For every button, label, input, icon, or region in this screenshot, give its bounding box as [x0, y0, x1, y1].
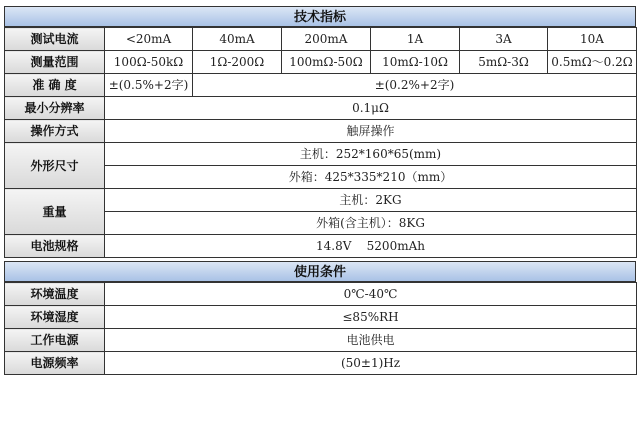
range-value: 10mΩ-10Ω	[371, 51, 460, 74]
table-row	[5, 352, 637, 375]
table-row	[5, 28, 637, 51]
section-title-specs: 技术指标	[4, 6, 636, 27]
table-row	[5, 143, 637, 166]
row-label-humidity: 环境湿度	[5, 306, 105, 329]
row-label-power: 工作电源	[5, 329, 105, 352]
humidity-value: ≤85%RH	[105, 306, 637, 329]
range-value: 0.5mΩ～0.2Ω	[548, 51, 637, 74]
table-row	[5, 329, 637, 352]
dimensions-box: 外箱：425*335*210（mm）	[105, 166, 637, 189]
row-label-dimensions: 外形尺寸	[5, 143, 105, 189]
row-label-operation: 操作方式	[5, 120, 105, 143]
current-value: 10A	[548, 28, 637, 51]
table-row	[5, 306, 637, 329]
row-label-accuracy: 准 确 度	[5, 74, 105, 97]
table-row	[5, 74, 637, 97]
table-row	[5, 235, 637, 258]
row-label-current: 测试电流	[5, 28, 105, 51]
frequency-value: (50±1)Hz	[105, 352, 637, 375]
power-value: 电池供电	[105, 329, 637, 352]
row-label-temperature: 环境温度	[5, 283, 105, 306]
weight-host: 主机：2KG	[105, 189, 637, 212]
spec-sheet	[4, 6, 636, 375]
dimensions-host: 主机：252*160*65(mm)	[105, 143, 637, 166]
table-row	[5, 51, 637, 74]
accuracy-first: ±(0.5%+2字)	[105, 74, 193, 97]
current-value: 200mA	[282, 28, 371, 51]
range-value: 5mΩ-3Ω	[460, 51, 548, 74]
specs-table	[4, 27, 637, 258]
battery-value: 14.8V 5200mAh	[105, 235, 637, 258]
table-row	[5, 120, 637, 143]
range-value: 100Ω-50kΩ	[105, 51, 193, 74]
conditions-table	[4, 282, 637, 375]
resolution-value: 0.1μΩ	[105, 97, 637, 120]
current-value: 3A	[460, 28, 548, 51]
accuracy-rest: ±(0.2%+2字)	[193, 74, 637, 97]
row-label-battery: 电池规格	[5, 235, 105, 258]
temperature-value: 0℃-40℃	[105, 283, 637, 306]
range-value: 1Ω-200Ω	[193, 51, 282, 74]
operation-value: 触屏操作	[105, 120, 637, 143]
current-value: <20mA	[105, 28, 193, 51]
row-label-range: 测量范围	[5, 51, 105, 74]
weight-box: 外箱(含主机）：8KG	[105, 212, 637, 235]
current-value: 1A	[371, 28, 460, 51]
range-value: 100mΩ-50Ω	[282, 51, 371, 74]
table-row	[5, 189, 637, 212]
table-row	[5, 283, 637, 306]
table-row	[5, 97, 637, 120]
row-label-frequency: 电源频率	[5, 352, 105, 375]
row-label-resolution: 最小分辨率	[5, 97, 105, 120]
current-value: 40mA	[193, 28, 282, 51]
section-title-conditions: 使用条件	[4, 261, 636, 282]
row-label-weight: 重量	[5, 189, 105, 235]
